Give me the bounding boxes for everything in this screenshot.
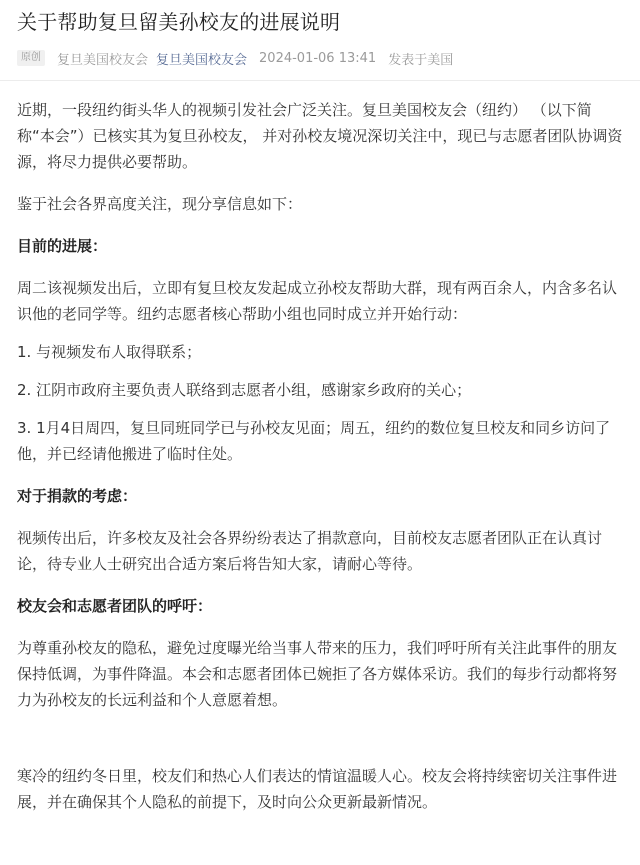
account-name: 复旦美国校友会 xyxy=(57,52,149,68)
paragraph-share-info: 鉴于社会各界高度关注，现分享信息如下： xyxy=(17,195,303,213)
paragraph-intro: 近期，一段纽约街头华人的视频引发社会广泛关注。复旦美国校友会（纽约） （以下简称“本会”）已核实其为复旦孙校友， 并对孙校友境况深切关注中，现已与志愿者团队协调资源，将尽力提供必要帮助。 xyxy=(17,101,623,171)
article-meta xyxy=(17,48,623,68)
publish-time: 2024-01-06 13:41 xyxy=(259,50,377,66)
original-badge: 原创 xyxy=(17,50,45,66)
article-title: 关于帮助复旦留美孙校友的进展说明 xyxy=(17,10,341,34)
paragraph-closing: 寒冷的纽约冬日里，校友们和热心人们表达的情谊温暖人心。校友会将持续密切关注事件进展，并在确保其个人隐私的前提下，及时向公众更新最新情况。 xyxy=(17,767,618,811)
article-content xyxy=(17,97,623,815)
heading-donation: 对于捐款的考虑： xyxy=(17,487,138,505)
author-link[interactable]: 复旦美国校友会 xyxy=(156,52,248,68)
publish-location: 发表于美国 xyxy=(388,52,454,68)
heading-appeal: 校友会和志愿者团队的呼吁： xyxy=(17,597,213,615)
meta-divider xyxy=(0,80,640,81)
list-item-2: 2. 江阴市政府主要负责人联络到志愿者小组，感谢家乡政府的关心； xyxy=(17,381,472,399)
list-item-3: 3. 1月4日周四，复旦同班同学已与孙校友见面；周五，纽约的数位复旦校友和同乡访问了他，并已经请他搬进了临时住处。 xyxy=(17,419,611,463)
list-item-1: 1. 与视频发布人取得联系； xyxy=(17,343,202,361)
paragraph-progress: 周二该视频发出后，立即有复旦校友发起成立孙校友帮助大群，现有两百余人，内含多名认识他的老同学等。纽约志愿者核心帮助小组也同时成立并开始行动： xyxy=(17,279,618,323)
paragraph-appeal: 为尊重孙校友的隐私，避免过度曝光给当事人带来的压力，我们呼吁所有关注此事件的朋友保持低调，为事件降温。本会和志愿者团体已婉拒了各方媒体采访。我们的每步行动都将努力为孙校友的长远利益和个人意愿着想。 xyxy=(17,639,618,709)
paragraph-donation: 视频传出后，许多校友及社会各界纷纷表达了捐款意向，目前校友志愿者团队正在认真讨论，待专业人士研究出合适方案后将告知大家，请耐心等待。 xyxy=(17,529,603,573)
heading-progress: 目前的进展： xyxy=(17,237,108,255)
